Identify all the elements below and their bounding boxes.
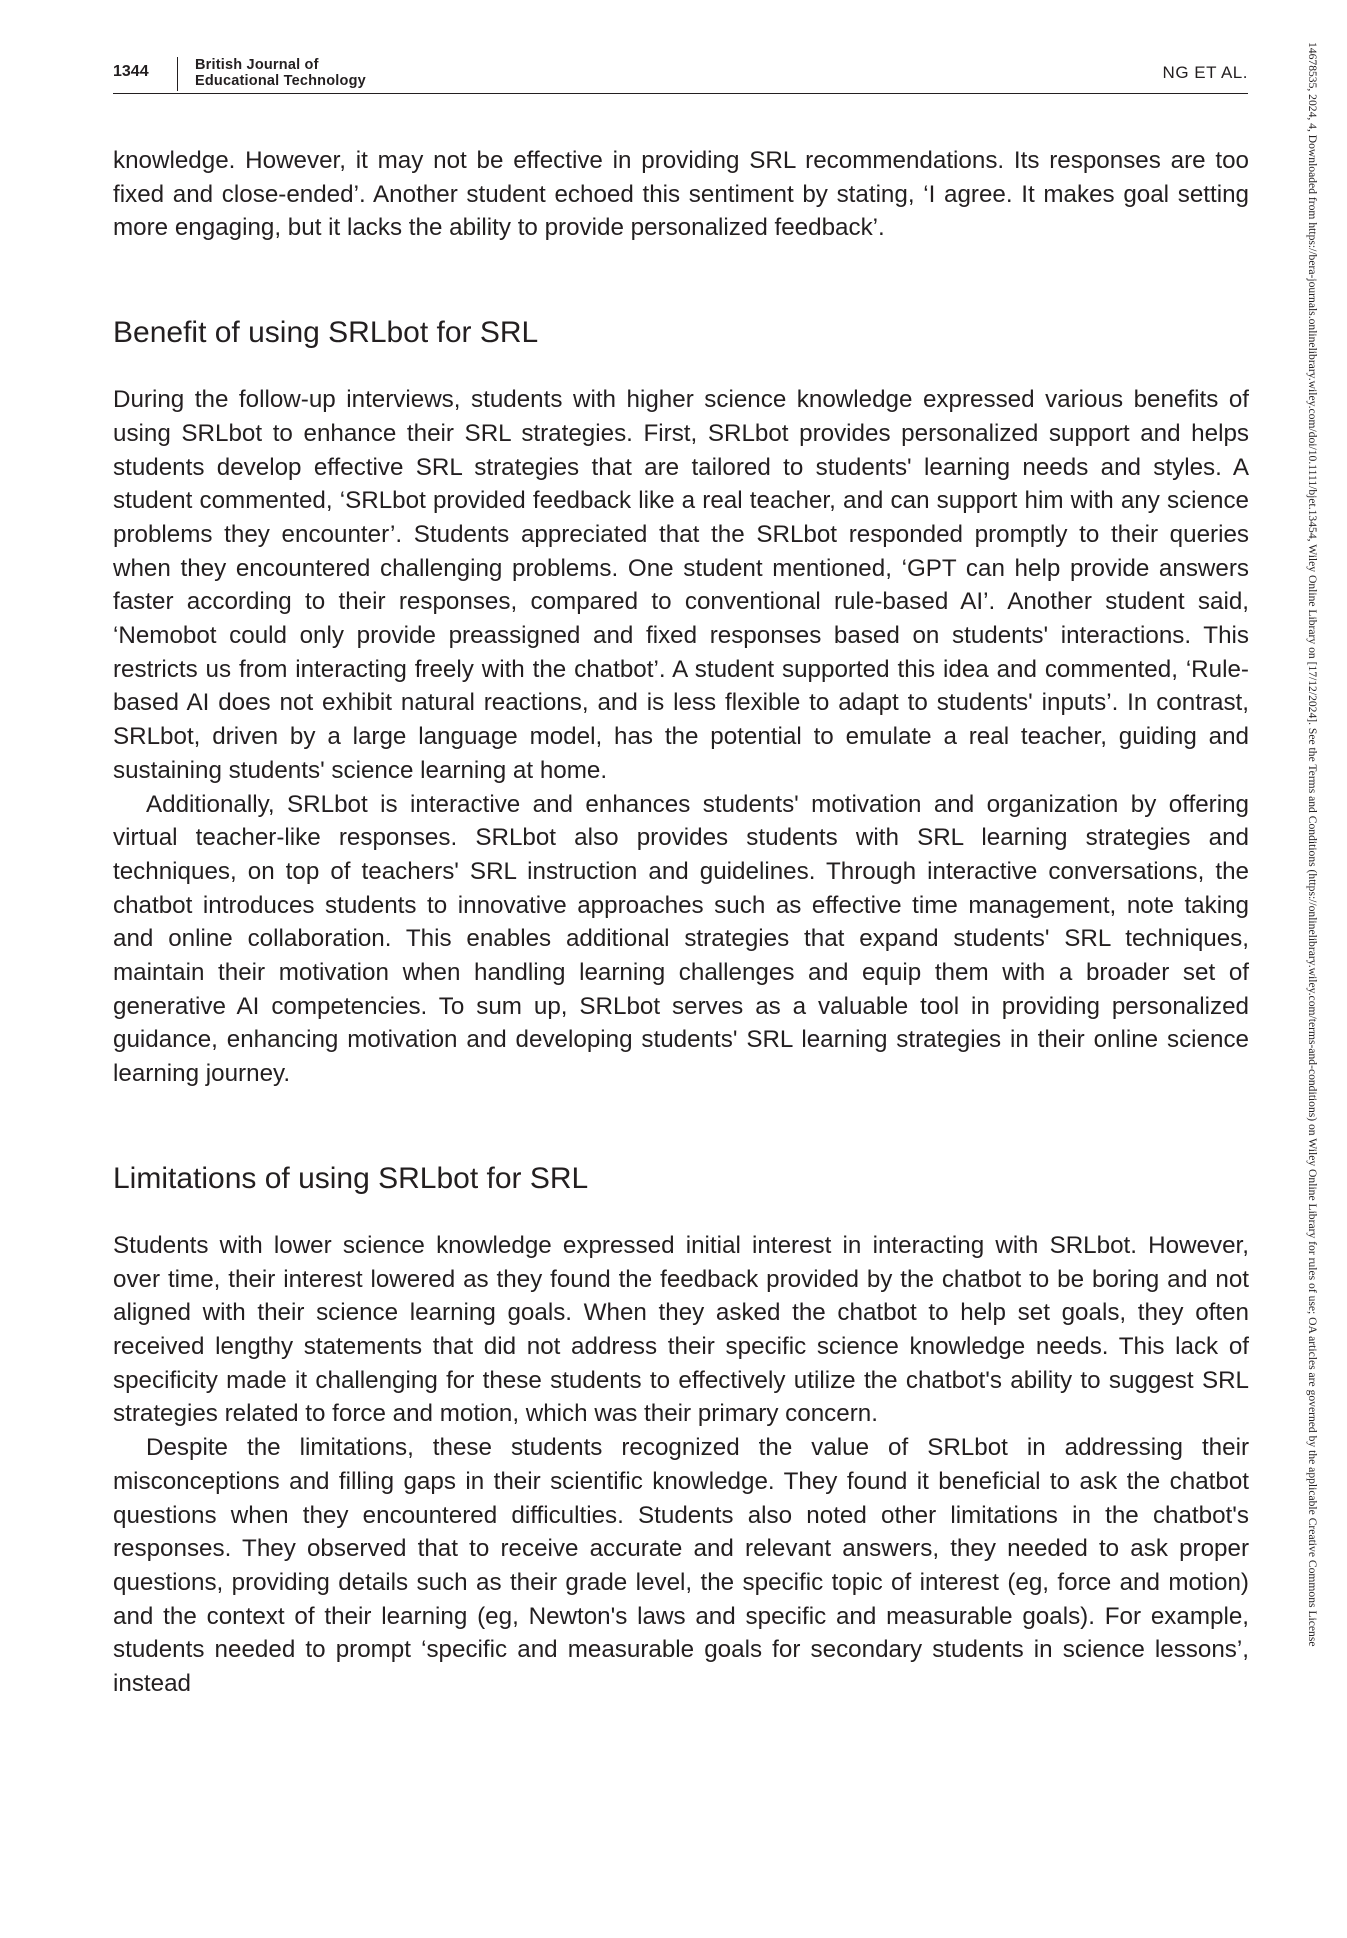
journal-name-line1: British Journal of xyxy=(195,57,319,73)
journal-name xyxy=(195,57,366,89)
article-body xyxy=(113,144,1249,1701)
running-head: NG ET AL. xyxy=(1162,63,1248,82)
page-number: 1344 xyxy=(113,63,149,80)
benefit-paragraph-2: Additionally, SRLbot is interactive and enhances students' motivation and organization by offering virtual teacher-like responses. SRLbot also provides students with SRL learning strategies and techniques, on top of teachers' SRL instruction and guidelines. Through interactive conversations, the chatbot introduces students to innovative approaches such as effective time management, note taking and online collaboration. This enables additional strategies that expand students' SRL techniques, maintain their motivation when handling learning challenges and equip them with a broader set of generative AI competencies. To sum up, SRLbot serves as a valuable tool in providing personalized guidance, enhancing motivation and developing students' SRL learning strategies in their online science learning journey. xyxy=(113,790,1249,1088)
limitations-paragraph-2: Despite the limitations, these students recognized the value of SRLbot in addressing their misconceptions and filling gaps in their scientific knowledge. They found it beneficial to ask the chatbot questions when they encountered difficulties. Students also noted other limitations in the chatbot's responses. They observed that to receive accurate and relevant answers, they needed to ask proper questions, providing details such as their grade level, the specific topic of interest (eg, force and motion) and the context of their learning (eg, Newton's laws and specific and measurable goals). For example, students needed to prompt ‘specific and measurable goals for secondary students in science lessons’, instead xyxy=(113,1434,1249,1698)
page-header xyxy=(113,55,1248,94)
benefit-paragraph-1: During the follow-up interviews, students with higher science knowledge expressed various benefits of using SRLbot to enhance their SRL strategies. First, SRLbot provides personalized support and helps students develop effective SRL strategies that are tailored to students' learning needs and styles. A student commented, ‘SRLbot provided feedback like a real teacher, and can support him with any science problems they encounter’. Students appreciated that the SRLbot responded promptly to their queries when they encountered challenging problems. One student mentioned, ‘GPT can help provide answers faster according to their responses, compared to conventional rule-based AI’. Another student said, ‘Nemobot could only provide preassigned and fixed responses based on students' interactions. This restricts us from interacting freely with the chatbot’. A student supported this idea and commented, ‘Rule-based AI does not exhibit natural reactions, and is less flexible to adapt to students' inputs’. In contrast, SRLbot, driven by a large language model, has the potential to emulate a real teacher, guiding and sustaining students' science learning at home. xyxy=(113,386,1249,784)
intro-paragraph: knowledge. However, it may not be effective in providing SRL recommendations. Its responses are too fixed and close-ended’. Another student echoed this sentiment by stating, ‘I agree. It makes goal setting more engaging, but it lacks the ability to provide personalized feedback’. xyxy=(113,147,1249,242)
download-notice: 14678535, 2024, 4, Downloaded from https://bera-journals.onlinelibrary.wiley.com/doi/10.1111/bjet.13454, Wiley Online Library on [17/12/2024]. See the Terms and Conditions (https://onlinelibrary.wiley.com/terms-and-conditions) on Wiley Online Library for rules of use; OA articles are governed by the applicable Creative Commons License xyxy=(1306,42,1319,1647)
section-heading-benefit: Benefit of using SRLbot for SRL xyxy=(113,316,539,350)
limitations-paragraph-1: Students with lower science knowledge expressed initial interest in interacting with SRLbot. However, over time, their interest lowered as they found the feedback provided by the chatbot to be boring and not aligned with their science learning goals. When they asked the chatbot to help set goals, they often received lengthy statements that did not address their specific science knowledge needs. This lack of specificity made it challenging for these students to effectively utilize the chatbot's ability to suggest SRL strategies related to force and motion, which was their primary concern. xyxy=(113,1231,1249,1428)
journal-name-line2: Educational Technology xyxy=(195,73,366,89)
header-divider xyxy=(177,57,178,91)
section-heading-limitations: Limitations of using SRLbot for SRL xyxy=(113,1161,589,1195)
